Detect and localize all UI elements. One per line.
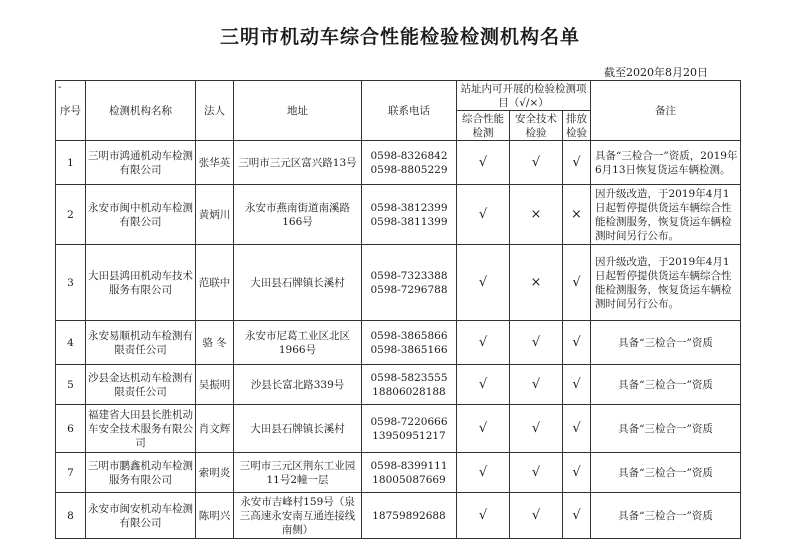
row-safety: × xyxy=(510,245,563,321)
row-seq: 2 xyxy=(56,185,86,245)
row-emission: √ xyxy=(563,321,591,365)
row-remarks: 具备“三检合一”资质 xyxy=(591,453,741,493)
row-remarks: 具备“三检合一”资质 xyxy=(591,365,741,405)
row-comprehensive: √ xyxy=(457,405,510,453)
row-legal: 陈明兴 xyxy=(196,493,234,539)
row-legal: 吴振明 xyxy=(196,365,234,405)
header-scope: 站址内可开展的检验检测项目（√/×） xyxy=(457,81,591,111)
row-phone2: 13950951217 xyxy=(372,429,446,442)
header-comprehensive: 综合性能检测 xyxy=(457,111,510,141)
table-row xyxy=(56,365,741,405)
row-address: 沙县长富北路339号 xyxy=(234,365,362,405)
row-safety: √ xyxy=(510,365,563,405)
row-phone1: 0598-3812399 xyxy=(370,201,448,214)
row-emission: √ xyxy=(563,493,591,539)
row-phone1: 0598-3865866 xyxy=(370,329,448,342)
row-emission: × xyxy=(563,185,591,245)
row-name: 永安易顺机动车检测有限责任公司 xyxy=(86,321,196,365)
row-legal: 范联中 xyxy=(196,245,234,321)
row-comprehensive: √ xyxy=(457,245,510,321)
row-remarks: 具备“三检合一”资质，2019年6月13日恢复货运车辆检测。 xyxy=(591,141,741,185)
table-row xyxy=(56,493,741,539)
header-phone: 联系电话 xyxy=(362,81,457,141)
row-comprehensive: √ xyxy=(457,453,510,493)
row-seq: 1 xyxy=(56,141,86,185)
row-emission: √ xyxy=(563,365,591,405)
row-address: 三明市三元区富兴路13号 xyxy=(234,141,362,185)
row-seq: 4 xyxy=(56,321,86,365)
row-name: 大田县鸿田机动车技术服务有限公司 xyxy=(86,245,196,321)
row-name: 永安市闽安机动车检测有限公司 xyxy=(86,493,196,539)
date-note: 截至2020年8月20日 xyxy=(604,66,708,79)
header-seq xyxy=(56,81,86,141)
row-seq: 8 xyxy=(56,493,86,539)
row-comprehensive: √ xyxy=(457,321,510,365)
row-phone2: 0598-3811399 xyxy=(370,215,448,228)
row-comprehensive: √ xyxy=(457,365,510,405)
row-safety: √ xyxy=(510,493,563,539)
row-address: 永安市燕南街道南溪路166号 xyxy=(234,185,362,245)
row-phone xyxy=(362,141,457,185)
row-phone1: 0598-5823555 xyxy=(370,371,448,384)
row-phone xyxy=(362,185,457,245)
row-legal: 张华英 xyxy=(196,141,234,185)
header-emission: 排放检验 xyxy=(563,111,591,141)
row-remarks: 因升级改造，于2019年4月1日起暂停提供货运车辆综合性能检测服务，恢复货运车辆检测时间另行公布。 xyxy=(591,185,741,245)
row-seq: 6 xyxy=(56,405,86,453)
inspection-table xyxy=(55,80,741,539)
row-address: 永安市吉峰村159号（泉三高速永安南互通连接线南侧） xyxy=(234,493,362,539)
table-row xyxy=(56,405,741,453)
row-phone xyxy=(362,493,457,539)
row-emission: √ xyxy=(563,245,591,321)
table-row xyxy=(56,185,741,245)
row-phone1: 0598-7323388 xyxy=(370,269,448,282)
row-remarks: 具备“三检合一”资质 xyxy=(591,321,741,365)
row-phone2: 0598-7296788 xyxy=(370,283,448,296)
row-phone1: 0598-8326842 xyxy=(370,149,448,162)
row-legal: 索明炎 xyxy=(196,453,234,493)
row-safety: √ xyxy=(510,141,563,185)
row-address: 永安市尼葛工业区北区1966号 xyxy=(234,321,362,365)
row-address: 大田县石牌镇长溪村 xyxy=(234,405,362,453)
row-remarks: 具备“三检合一”资质 xyxy=(591,493,741,539)
row-safety: √ xyxy=(510,321,563,365)
table-row xyxy=(56,321,741,365)
row-comprehensive: √ xyxy=(457,141,510,185)
row-phone xyxy=(362,453,457,493)
row-emission: √ xyxy=(563,453,591,493)
row-seq: 7 xyxy=(56,453,86,493)
row-name: 沙县金达机动车检测有限责任公司 xyxy=(86,365,196,405)
row-name: 永安市闽中机动车检测有限公司 xyxy=(86,185,196,245)
header-dash: - xyxy=(58,82,62,93)
row-address: 大田县石牌镇长溪村 xyxy=(234,245,362,321)
row-seq: 5 xyxy=(56,365,86,405)
table-row xyxy=(56,245,741,321)
row-safety: √ xyxy=(510,405,563,453)
row-remarks: 具备“三检合一”资质 xyxy=(591,405,741,453)
row-phone2: 0598-8805229 xyxy=(370,163,448,176)
row-name: 三明市鸿通机动车检测有限公司 xyxy=(86,141,196,185)
row-address: 三明市三元区荆东工业园11号2幢一层 xyxy=(234,453,362,493)
row-legal: 肖文辉 xyxy=(196,405,234,453)
row-legal: 黄炳川 xyxy=(196,185,234,245)
row-phone xyxy=(362,245,457,321)
row-emission: √ xyxy=(563,405,591,453)
row-phone2: 18005087669 xyxy=(372,473,446,486)
row-phone2: 0598-3865166 xyxy=(370,343,448,356)
row-phone2: 18759892688 xyxy=(372,509,446,522)
row-phone2: 18806028188 xyxy=(372,385,446,398)
row-phone xyxy=(362,365,457,405)
row-seq: 3 xyxy=(56,245,86,321)
row-comprehensive: √ xyxy=(457,185,510,245)
table-row xyxy=(56,453,741,493)
header-remarks: 备注 xyxy=(591,81,741,141)
header-safety: 安全技术检验 xyxy=(510,111,563,141)
table-row xyxy=(56,141,741,185)
row-comprehensive: √ xyxy=(457,493,510,539)
row-remarks: 因升级改造，于2019年4月1日起暂停提供货运车辆综合性能检测服务，恢复货运车辆检测时间另行公布。 xyxy=(591,245,741,321)
header-name: 检测机构名称 xyxy=(86,81,196,141)
row-name: 三明市鹏鑫机动车检测服务有限公司 xyxy=(86,453,196,493)
row-legal: 骆 冬 xyxy=(196,321,234,365)
row-safety: × xyxy=(510,185,563,245)
page-title: 三明市机动车综合性能检验检测机构名单 xyxy=(219,26,580,48)
row-phone xyxy=(362,405,457,453)
row-phone xyxy=(362,321,457,365)
header-address: 地址 xyxy=(234,81,362,141)
row-name: 福建省大田县长胜机动车安全技术服务有限公司 xyxy=(86,405,196,453)
row-phone1: 0598-7220666 xyxy=(370,415,448,428)
row-phone1: 0598-8399111 xyxy=(370,459,448,472)
header-seq-label: 序号 xyxy=(60,104,81,117)
row-safety: √ xyxy=(510,453,563,493)
header-legal: 法人 xyxy=(196,81,234,141)
row-emission: √ xyxy=(563,141,591,185)
